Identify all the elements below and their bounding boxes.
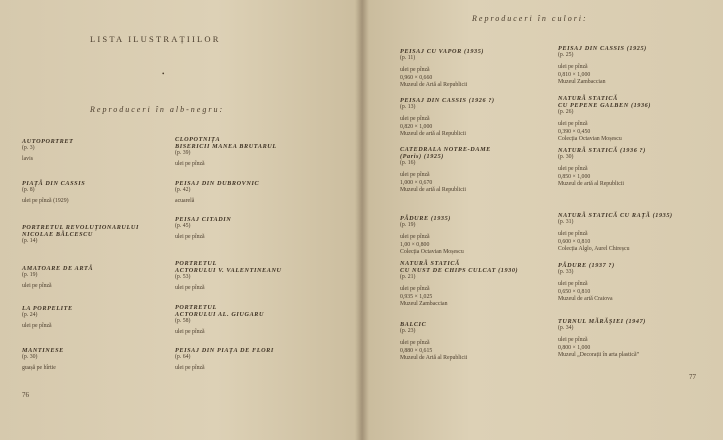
illustration-details bbox=[400, 286, 550, 309]
illustration-title-cont: CU NUST DE CHIPS CULCAT (1930) bbox=[400, 267, 519, 274]
detail-line: Muzeul de Artă al Republicii bbox=[400, 355, 468, 361]
illustration-entry bbox=[175, 347, 325, 373]
detail-line: ulei pe pînză bbox=[22, 323, 52, 329]
illustration-title: NATURĂ STATICĂ CU RAȚĂ (1935) bbox=[558, 212, 673, 219]
illustration-page-ref: (p. 34) bbox=[558, 325, 574, 331]
illustration-title: PORTRETUL bbox=[175, 304, 217, 311]
illustration-title: LA PORPELITE bbox=[22, 305, 73, 312]
illustration-details bbox=[22, 365, 172, 373]
illustration-entry bbox=[400, 215, 550, 257]
illustration-page-ref: (p. 26) bbox=[558, 109, 574, 115]
detail-line: guașă pe hîrtie bbox=[22, 365, 56, 371]
detail-line: 0,850 × 1,000 bbox=[558, 173, 591, 180]
illustration-entry bbox=[22, 138, 172, 164]
detail-line: Colecția Octavian Moșescu bbox=[558, 136, 622, 142]
illustration-entry bbox=[22, 180, 172, 206]
illustration-title: AMATOARE DE ARTĂ bbox=[22, 265, 94, 272]
illustration-title: BALCIC bbox=[400, 321, 427, 328]
illustration-details bbox=[22, 156, 172, 164]
detail-line: ulei pe pînză bbox=[175, 365, 205, 371]
illustration-title: NATURĂ STATICĂ (1936 ?) bbox=[558, 147, 646, 154]
detail-line: ulei pe pînză bbox=[22, 283, 52, 289]
illustration-page-ref: (p. 16) bbox=[400, 160, 416, 166]
illustration-page-ref: (p. 21) bbox=[400, 274, 416, 280]
detail-line: ulei pe pînză bbox=[175, 329, 205, 335]
illustration-title: PEISAJ CITADIN bbox=[175, 216, 232, 223]
illustration-entry bbox=[22, 224, 172, 245]
illustration-details bbox=[175, 161, 325, 169]
illustration-entry bbox=[558, 147, 708, 189]
detail-line: ulei pe pînză bbox=[400, 340, 430, 346]
page-number-left: 76 bbox=[22, 391, 29, 399]
illustration-title: PEISAJ DIN CASSIS (1926 ?) bbox=[400, 97, 495, 104]
illustration-title-cont: CU PEPENE GALBEN (1936) bbox=[558, 102, 652, 109]
illustration-details bbox=[558, 337, 708, 360]
illustration-entry bbox=[400, 321, 550, 363]
illustration-page-ref: (p. 45) bbox=[175, 223, 191, 229]
illustration-page-ref: (p. 13) bbox=[400, 104, 416, 110]
illustration-entry bbox=[558, 318, 708, 360]
illustration-details bbox=[22, 198, 172, 206]
page-number-right: 77 bbox=[689, 373, 696, 381]
illustration-entry bbox=[558, 262, 708, 304]
color-subhead: Reproduceri în culori: bbox=[472, 14, 588, 23]
detail-line: ulei pe pînză bbox=[558, 166, 588, 172]
illustration-title: PIAȚĂ DIN CASSIS bbox=[22, 180, 86, 187]
detail-line: 0,935 × 1,025 bbox=[400, 293, 433, 300]
detail-line: 0,810 × 1,000 bbox=[558, 71, 591, 78]
illustration-title: NATURĂ STATICĂ bbox=[400, 260, 460, 267]
detail-line: Muzeul Zambaccian bbox=[400, 301, 448, 307]
illustration-page-ref: (p. 23) bbox=[400, 328, 416, 334]
detail-line: Muzeul de artă Craiova bbox=[558, 296, 613, 302]
illustration-page-ref: (p. 53) bbox=[175, 274, 191, 280]
illustration-page-ref: (p. 25) bbox=[558, 52, 574, 58]
illustration-page-ref: (p. 33) bbox=[558, 269, 574, 275]
illustration-page-ref: (p. 14) bbox=[22, 238, 38, 244]
illustration-page-ref: (p. 30) bbox=[558, 154, 574, 160]
illustration-entry bbox=[22, 347, 172, 373]
illustration-title: PORTRETUL REVOLUȚIONARULUI bbox=[22, 224, 139, 231]
illustration-details bbox=[400, 67, 550, 90]
illustration-page-ref: (p. 58) bbox=[175, 318, 191, 324]
illustration-details bbox=[400, 340, 550, 363]
detail-line: ulei pe pînză (1929) bbox=[22, 198, 69, 204]
detail-line: ulei pe pînză bbox=[400, 234, 430, 240]
illustration-details bbox=[558, 64, 708, 87]
detail-line: lavis bbox=[22, 156, 33, 162]
illustration-details bbox=[175, 329, 325, 337]
illustration-title: PĂDURE (1935) bbox=[400, 215, 451, 222]
detail-line: ulei pe pînză bbox=[558, 231, 588, 237]
detail-line: 0,390 × 0,450 bbox=[558, 128, 591, 135]
detail-line: 1,00 × 0,800 bbox=[400, 241, 430, 248]
detail-line: 0,800 × 1,000 bbox=[558, 344, 591, 351]
illustration-entry bbox=[175, 136, 325, 169]
illustration-page-ref: (p. 3) bbox=[22, 145, 35, 151]
illustration-title: PEISAJ DIN CASSIS (1925) bbox=[558, 45, 647, 52]
illustration-title: AUTOPORTRET bbox=[22, 138, 74, 145]
illustration-title: TURNUL MĂRĂȘIEI (1947) bbox=[558, 318, 646, 325]
illustration-title: PEISAJ DIN PIAȚA DE FLORI bbox=[175, 347, 274, 354]
detail-line: Muzeul de Artă al Republicii bbox=[400, 82, 468, 88]
detail-line: Colecția Octavian Moșescu bbox=[400, 249, 464, 255]
illustration-page-ref: (p. 8) bbox=[22, 187, 35, 193]
detail-line: ulei pe pînză bbox=[558, 281, 588, 287]
detail-line: 0,600 × 0,810 bbox=[558, 238, 591, 245]
detail-line: Muzeul de artă al Republicii bbox=[400, 131, 466, 137]
illustration-details bbox=[175, 365, 325, 373]
illustration-title: MANTINESE bbox=[22, 347, 64, 354]
illustration-details bbox=[558, 231, 708, 254]
illustration-page-ref: (p. 30) bbox=[22, 354, 38, 360]
detail-line: 1,000 × 0,670 bbox=[400, 179, 433, 186]
bullet-mark: • bbox=[162, 70, 165, 78]
illustration-details bbox=[400, 172, 550, 195]
detail-line: 0,960 × 0,660 bbox=[400, 74, 433, 81]
illustration-entry bbox=[400, 146, 550, 195]
illustration-entry bbox=[175, 304, 325, 337]
illustration-details bbox=[558, 281, 708, 304]
detail-line: 0,880 × 0,615 bbox=[400, 347, 433, 354]
detail-line: 0,820 × 1,000 bbox=[400, 123, 433, 130]
illustration-title: PEISAJ CU VAPOR (1935) bbox=[400, 48, 485, 55]
detail-line: ulei pe pînză bbox=[175, 285, 205, 291]
illustration-details bbox=[558, 166, 708, 189]
illustration-page-ref: (p. 24) bbox=[22, 312, 38, 318]
detail-line: ulei pe pînză bbox=[175, 161, 205, 167]
illustration-details bbox=[22, 283, 172, 291]
detail-line: Muzeul Zambaccian bbox=[558, 79, 606, 85]
illustration-details bbox=[175, 285, 325, 293]
detail-line: ulei pe pînză bbox=[400, 67, 430, 73]
illustration-details bbox=[175, 198, 325, 206]
illustration-title-cont: (Paris) (1925) bbox=[400, 153, 444, 160]
illustration-entry bbox=[400, 97, 550, 139]
illustration-page-ref: (p. 19) bbox=[400, 222, 416, 228]
illustration-details bbox=[400, 234, 550, 257]
detail-line: Muzeul „Decorații în arta plastică” bbox=[558, 352, 640, 358]
detail-line: ulei pe pînză bbox=[558, 121, 588, 127]
illustration-title: PĂDURE (1937 ?) bbox=[558, 262, 615, 269]
detail-line: acuarelă bbox=[175, 198, 195, 204]
illustration-page-ref: (p. 31) bbox=[558, 219, 574, 225]
right-page bbox=[362, 0, 723, 440]
illustration-details bbox=[22, 323, 172, 331]
illustration-entry bbox=[175, 180, 325, 206]
bw-subhead: Reproduceri în alb-negru: bbox=[90, 105, 225, 114]
detail-line: ulei pe pînză bbox=[558, 337, 588, 343]
illustration-entry bbox=[22, 265, 172, 291]
illustration-entry bbox=[400, 260, 550, 309]
detail-line: Muzeul de artă al Republicii bbox=[558, 181, 624, 187]
illustration-title: NATURĂ STATICĂ bbox=[558, 95, 618, 102]
illustration-page-ref: (p. 42) bbox=[175, 187, 191, 193]
illustration-details bbox=[400, 116, 550, 139]
illustration-entry bbox=[558, 212, 708, 254]
illustration-title: CATEDRALA NOTRE-DAME bbox=[400, 146, 491, 153]
illustration-entry bbox=[558, 95, 708, 144]
detail-line: ulei pe pînză bbox=[175, 234, 205, 240]
list-title: LISTA ILUSTRAȚIILOR bbox=[90, 34, 221, 44]
illustration-page-ref: (p. 11) bbox=[400, 55, 416, 61]
illustration-details bbox=[175, 234, 325, 242]
illustration-title-cont: ACTORULUI AL. GIUGARU bbox=[175, 311, 265, 318]
illustration-title-cont: NICOLAE BĂLCESCU bbox=[22, 231, 93, 238]
illustration-title: PORTRETUL bbox=[175, 260, 217, 267]
illustration-entry bbox=[558, 45, 708, 87]
illustration-title: CLOPOTNIȚA bbox=[175, 136, 221, 143]
illustration-details bbox=[558, 121, 708, 144]
illustration-page-ref: (p. 39) bbox=[175, 150, 191, 156]
illustration-entry bbox=[175, 260, 325, 293]
detail-line: ulei pe pînză bbox=[558, 64, 588, 70]
illustration-entry bbox=[22, 305, 172, 331]
detail-line: ulei pe pînză bbox=[400, 116, 430, 122]
detail-line: ulei pe pînză bbox=[400, 172, 430, 178]
book-gutter bbox=[355, 0, 369, 440]
illustration-page-ref: (p. 19) bbox=[22, 272, 38, 278]
illustration-title-cont: ACTORULUI V. VALENTINEANU bbox=[175, 267, 282, 274]
illustration-entry bbox=[175, 216, 325, 242]
detail-line: 0,650 × 0,810 bbox=[558, 288, 591, 295]
illustration-entry bbox=[400, 48, 550, 90]
illustration-title: PEISAJ DIN DUBROVNIC bbox=[175, 180, 260, 187]
illustration-title-cont: BISERICII MANEA BRUTARUL bbox=[175, 143, 277, 150]
detail-line: ulei pe pînză bbox=[400, 286, 430, 292]
illustration-page-ref: (p. 64) bbox=[175, 354, 191, 360]
detail-line: Colecția Alglo, Aurel Chireșcu bbox=[558, 246, 630, 252]
detail-line: Muzeul de artă al Republicii bbox=[400, 187, 466, 193]
